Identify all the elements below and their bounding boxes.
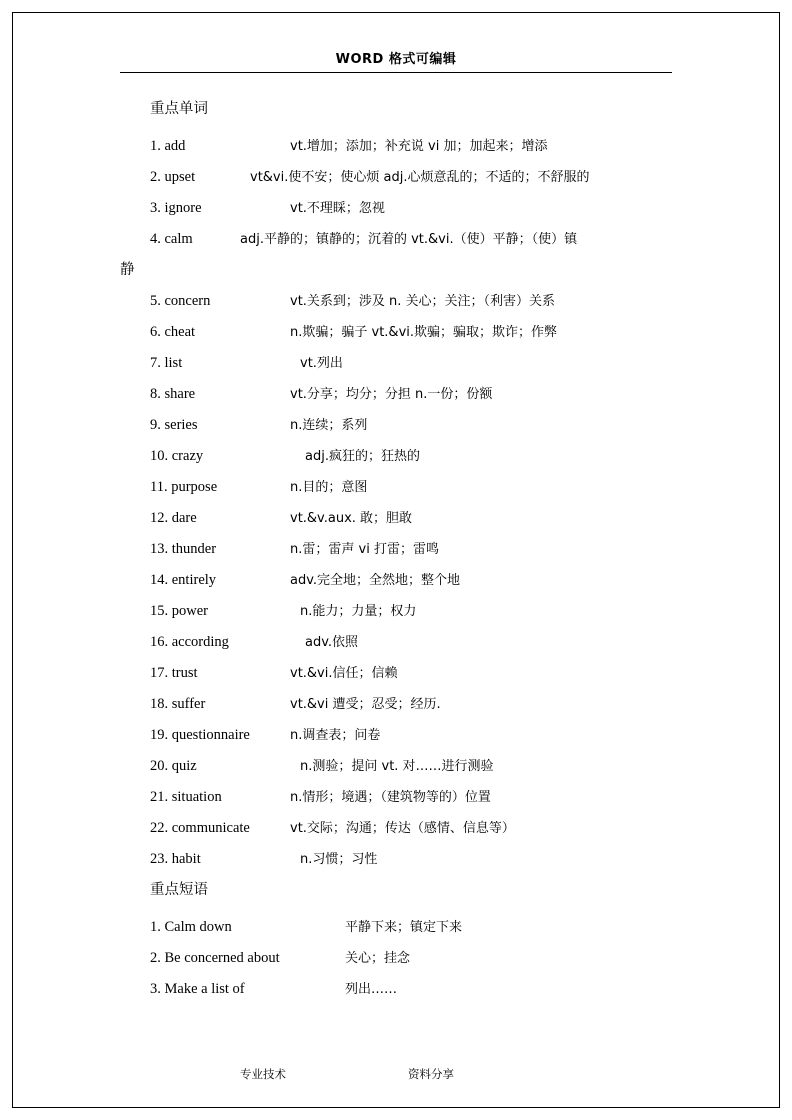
vocab-definition: n.测验；提问 vt. 对……进行测验 bbox=[300, 759, 494, 774]
vocab-entry bbox=[120, 472, 680, 503]
page-header: WORD 格式可编辑 bbox=[335, 52, 457, 67]
vocab-entry bbox=[120, 162, 680, 193]
vocab-term: 7. list bbox=[150, 355, 183, 371]
vocab-entry bbox=[120, 224, 680, 255]
vocab-entry bbox=[120, 534, 680, 565]
vocab-definition: vt.分享；均分；分担 n.一份；份额 bbox=[290, 387, 493, 402]
vocab-definition: adj.平静的；镇静的；沉着的 vt.&vi.（使）平静；（使）镇 bbox=[240, 232, 578, 247]
header-divider bbox=[120, 72, 672, 73]
footer-right-text: 资料分享 bbox=[408, 1067, 454, 1081]
vocab-entry bbox=[120, 503, 680, 534]
vocab-definition: vt.交际；沟通；传达（感情、信息等） bbox=[290, 821, 515, 836]
phrase-entry bbox=[120, 974, 680, 1005]
vocab-definition: n.欺骗；骗子 vt.&vi.欺骗；骗取；欺诈；作弊 bbox=[290, 325, 558, 340]
vocab-entry bbox=[120, 193, 680, 224]
vocab-entry bbox=[120, 348, 680, 379]
vocab-term: 5. concern bbox=[150, 293, 211, 309]
vocab-definition: vt.&vi 遭受；忍受；经历. bbox=[290, 697, 441, 712]
vocab-term: 1. add bbox=[150, 138, 186, 154]
vocab-term: 18. suffer bbox=[150, 696, 206, 712]
vocab-term: 10. crazy bbox=[150, 448, 204, 464]
vocab-entry bbox=[120, 782, 680, 813]
vocab-definition: n.能力；力量；权力 bbox=[300, 604, 417, 619]
phrase-entry bbox=[120, 943, 680, 974]
phrase-entry bbox=[120, 912, 680, 943]
vocab-definition: n.调查表；问卷 bbox=[290, 728, 381, 743]
vocab-entry bbox=[120, 565, 680, 596]
vocab-entry bbox=[120, 379, 680, 410]
vocab-definition: vt.列出 bbox=[300, 356, 343, 371]
vocab-entry bbox=[120, 596, 680, 627]
vocab-term: 16. according bbox=[150, 634, 229, 650]
vocab-term: 8. share bbox=[150, 386, 196, 402]
vocab-definition: n.情形；境遇；（建筑物等的）位置 bbox=[290, 790, 491, 805]
phrase-definition: 列出…… bbox=[345, 982, 398, 997]
vocab-definition: vt.&vi.信任；信赖 bbox=[290, 666, 398, 681]
vocab-definition: n.习惯；习性 bbox=[300, 852, 378, 867]
footer-left-text: 专业技术 bbox=[240, 1067, 286, 1081]
vocab-definition: vt.不理睬；忽视 bbox=[290, 201, 385, 216]
vocab-term: 4. calm bbox=[150, 231, 193, 247]
vocab-definition: n.雷；雷声 vi 打雷；雷鸣 bbox=[290, 542, 439, 557]
section-title-vocabulary: 重点单词 bbox=[150, 101, 208, 117]
vocab-entry bbox=[120, 286, 680, 317]
vocab-term: 3. ignore bbox=[150, 200, 202, 216]
section-title-phrases: 重点短语 bbox=[150, 882, 208, 898]
vocab-definition: adj.疯狂的；狂热的 bbox=[305, 449, 420, 464]
vocab-term: 2. upset bbox=[150, 169, 196, 185]
vocab-definition: vt.关系到；涉及 n. 关心；关注；（利害）关系 bbox=[290, 294, 556, 309]
vocab-entry bbox=[120, 751, 680, 782]
vocab-definition-overflow: 静 bbox=[120, 262, 135, 278]
vocab-entry bbox=[120, 410, 680, 441]
vocab-term: 21. situation bbox=[150, 789, 222, 805]
vocab-definition: adv.完全地；全然地；整个地 bbox=[290, 573, 461, 588]
vocab-term: 20. quiz bbox=[150, 758, 197, 774]
vocab-definition: vt.&v.aux. 敢；胆敢 bbox=[290, 511, 413, 526]
vocab-term: 13. thunder bbox=[150, 541, 217, 557]
vocab-entry bbox=[120, 627, 680, 658]
vocab-entry bbox=[120, 720, 680, 751]
vocab-entry bbox=[120, 844, 680, 875]
vocab-definition: vt.增加；添加；补充说 vi 加；加起来；增添 bbox=[290, 139, 548, 154]
phrase-definition: 平静下来；镇定下来 bbox=[345, 920, 463, 935]
vocab-entry bbox=[120, 813, 680, 844]
vocab-entry bbox=[120, 441, 680, 472]
vocab-definition: n.连续；系列 bbox=[290, 418, 368, 433]
phrase-term: 3. Make a list of bbox=[150, 981, 245, 997]
vocab-definition: adv.依照 bbox=[305, 635, 359, 650]
vocab-term: 22. communicate bbox=[150, 820, 250, 836]
vocab-term: 6. cheat bbox=[150, 324, 196, 340]
vocab-term: 15. power bbox=[150, 603, 208, 619]
phrase-definition: 关心；挂念 bbox=[345, 951, 411, 966]
vocab-term: 12. dare bbox=[150, 510, 197, 526]
vocab-term: 17. trust bbox=[150, 665, 198, 681]
vocab-term: 9. series bbox=[150, 417, 198, 433]
vocab-entry bbox=[120, 658, 680, 689]
vocab-entry bbox=[120, 131, 680, 162]
vocab-definition: vt&vi.使不安；使心烦 adj.心烦意乱的；不适的；不舒服的 bbox=[250, 170, 590, 185]
vocab-term: 19. questionnaire bbox=[150, 727, 250, 743]
phrase-term: 1. Calm down bbox=[150, 919, 232, 935]
vocab-definition: n.目的；意图 bbox=[290, 480, 368, 495]
vocab-term: 14. entirely bbox=[150, 572, 217, 588]
vocab-term: 11. purpose bbox=[150, 479, 218, 495]
document-content bbox=[120, 94, 680, 1005]
vocab-entry bbox=[120, 689, 680, 720]
phrase-term: 2. Be concerned about bbox=[150, 950, 280, 966]
vocab-entry bbox=[120, 317, 680, 348]
vocab-term: 23. habit bbox=[150, 851, 201, 867]
